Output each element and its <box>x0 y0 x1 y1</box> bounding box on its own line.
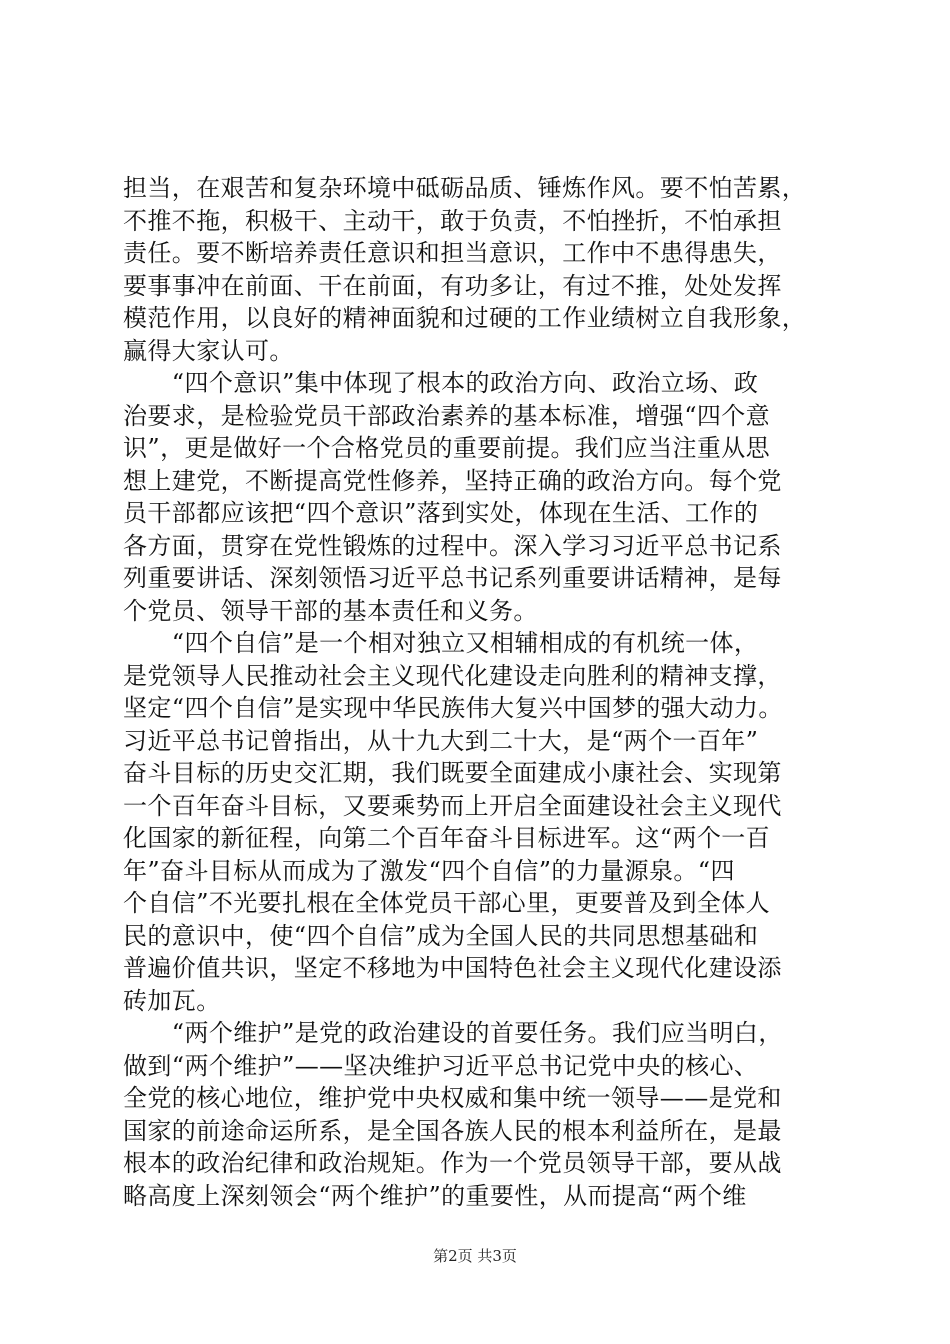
text-line: 员干部都应该把“四个意识”落到实处，体现在生活、工作的 <box>123 499 759 527</box>
page-footer: 第2页 共3页 <box>433 1247 517 1265</box>
text-line: 习近平总书记曾指出，从十九大到二十大，是“两个一百年” <box>123 726 759 755</box>
text-line: 模范作用，以良好的精神面貌和过硬的工作业绩树立自我形象， <box>123 304 807 332</box>
text-line: 做到“两个维护”——坚决维护习近平总书记党中央的核心、 <box>123 1051 759 1080</box>
text-line: 民的意识中，使“四个自信”成为全国人民的共同思想基础和 <box>123 921 759 950</box>
text-line: 治要求，是检验党员干部政治素养的基本标准，增强“四个意 <box>123 401 771 430</box>
document-body <box>123 172 843 1212</box>
text-line: 识”，更是做好一个合格党员的重要前提。我们应当注重从思 <box>123 434 771 462</box>
text-line: 要事事冲在前面、干在前面，有功多让，有过不推，处处发挥 <box>123 271 782 300</box>
text-line: 想上建党，不断提高党性修养，坚持正确的政治方向。每个党 <box>123 466 782 495</box>
text-line: “四个意识”集中体现了根本的政治方向、政治立场、政 <box>123 369 759 397</box>
text-line: 砖加瓦。 <box>123 986 221 1015</box>
text-line: 一个百年奋斗目标，又要乘势而上开启全面建设社会主义现代 <box>123 791 782 820</box>
text-line: 根本的政治纪律和政治规矩。作为一个党员领导干部，要从战 <box>123 1149 782 1177</box>
text-line: 全党的核心地位，维护党中央权威和集中统一领导——是党和 <box>123 1084 782 1112</box>
text-line: 各方面，贯穿在党性锻炼的过程中。深入学习习近平总书记系 <box>123 531 782 560</box>
text-line: 国家的前途命运所系，是全国各族人民的根本利益所在，是最 <box>123 1116 782 1145</box>
text-line: 是党领导人民推动社会主义现代化建设走向胜利的精神支撑， <box>123 661 782 690</box>
text-line: 责任。要不断培养责任意识和担当意识，工作中不患得患失， <box>123 239 782 267</box>
text-line: “两个维护”是党的政治建设的首要任务。我们应当明白， <box>123 1019 783 1047</box>
text-line: “四个自信”是一个相对独立又相辅相成的有机统一体， <box>123 629 759 657</box>
text-line: 年”奋斗目标从而成为了激发“四个自信”的力量源泉。“四 <box>123 856 735 885</box>
text-line: 奋斗目标的历史交汇期，我们既要全面建成小康社会、实现第 <box>123 759 782 787</box>
text-line: 个党员、领导干部的基本责任和义务。 <box>123 596 538 625</box>
text-line: 略高度上深刻领会“两个维护”的重要性，从而提高“两个维 <box>123 1181 747 1210</box>
text-line: 赢得大家认可。 <box>123 336 294 365</box>
text-line: 不推不拖，积极干、主动干，敢于负责，不怕挫折，不怕承担 <box>123 206 782 235</box>
text-line: 普遍价值共识，坚定不移地为中国特色社会主义现代化建设添 <box>123 954 782 982</box>
text-line: 坚定“四个自信”是实现中华民族伟大复兴中国梦的强大动力。 <box>123 694 783 722</box>
text-line: 化国家的新征程，向第二个百年奋斗目标进军。这“两个一百 <box>123 824 771 852</box>
text-line: 列重要讲话、深刻领悟习近平总书记系列重要讲话精神，是每 <box>123 564 782 592</box>
text-line: 担当，在艰苦和复杂环境中砥砺品质、锤炼作风。要不怕苦累， <box>123 174 807 202</box>
text-line: 个自信”不光要扎根在全体党员干部心里，更要普及到全体人 <box>123 889 771 917</box>
